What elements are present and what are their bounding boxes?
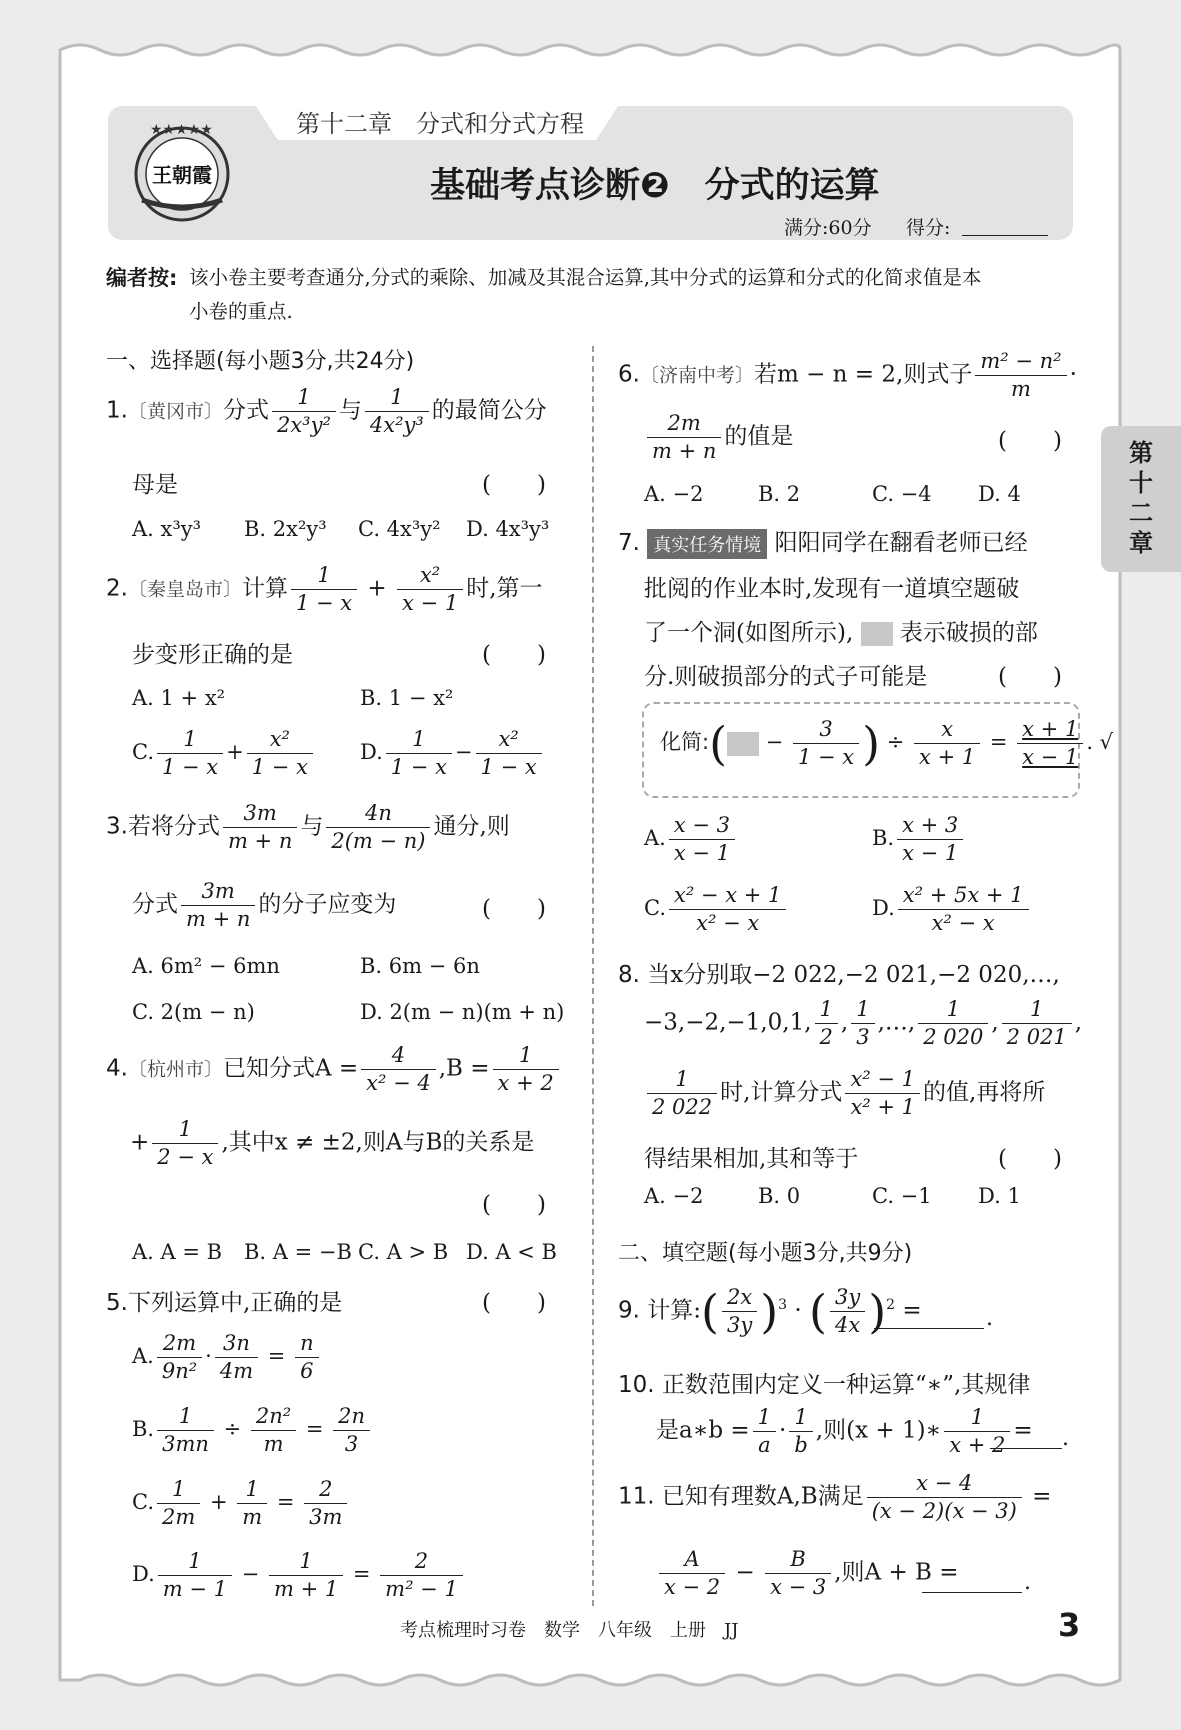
q7-num: 7. (618, 530, 640, 556)
q4-option-c[interactable]: C. A > B (358, 1240, 449, 1264)
logo-text: 王朝霞 (152, 163, 212, 187)
q1-pre: 分式 (222, 397, 269, 424)
q3-option-c[interactable]: C. 2(m − n) (132, 1000, 255, 1024)
q7-line2: 批阅的作业本时,发现有一道填空题破 (644, 576, 1020, 602)
q1-mid: 与 (338, 397, 362, 424)
q8-line3: $\frac{1}{2 022}$ 时,计算分式 $\frac{\text{x² − 1}}{\text{x² + 1}}$ 的值,再将所 (644, 1066, 1045, 1121)
q4-mid: ,B = (438, 1055, 490, 1082)
q8-option-b[interactable]: B. 0 (758, 1184, 801, 1208)
q11-line2: $\frac{A}{x - 2}$ − $\frac{B}{x - 3}$ ,则A + B = (656, 1546, 959, 1601)
q5-option-d[interactable]: D. $\frac{1}{m - 1}$ − $\frac{1}{m + 1}$ = $\frac{2}{\text{m² − 1}}$ (132, 1548, 466, 1603)
question-6: 6.〔济南中考〕若m − n = 2,则式子 $\frac{\text{m² − n²}}{m}$ · (618, 349, 1077, 401)
q8-option-a[interactable]: A. −2 (644, 1184, 704, 1208)
side-tab-char: 第 (1129, 439, 1153, 467)
damaged-square-icon (861, 622, 893, 646)
question-10: 10. 正数范围内定义一种运算“∗”,其规律 (618, 1372, 1031, 1398)
q6-pre: 若m − n = 2,则式子 (753, 361, 973, 388)
q4-option-d[interactable]: D. A < B (466, 1240, 557, 1264)
q2-post: 时,第一 (466, 575, 543, 602)
footer-text: 考点梳理时习卷 数学 八年级 上册 JJ (400, 1620, 739, 1641)
q7-figure-expression: 化简:( − $\frac{3}{1 - x}$ ) ÷ $\frac{x}{x + 1}$ = $\frac{x + 1}{x - 1}$ . √ (660, 716, 1114, 771)
score-label: 得分: (906, 217, 951, 239)
question-1 (106, 384, 547, 439)
section2-title: 二、填空题(每小题3分,共9分) (618, 1241, 913, 1266)
q4-option-b[interactable]: B. A = −B (244, 1240, 352, 1264)
q3-frac1: $\frac{3m}{m + n}$ (223, 800, 297, 855)
q10-answer-blank[interactable] (990, 1426, 1062, 1449)
q3-mid: 与 (300, 813, 324, 840)
chapter-side-tab (1101, 426, 1181, 572)
q6-option-a[interactable]: A. −2 (644, 482, 704, 506)
q3-option-b[interactable]: B. 6m − 6n (360, 954, 480, 978)
q5-num: 5. (106, 1290, 128, 1316)
q5-option-c[interactable]: C. $\frac{1}{2m}$ + $\frac{1}{m}$ = $\frac{2}{3m}$ (132, 1476, 350, 1531)
q7-tag: 真实任务情境 (647, 529, 767, 559)
q3-line2: 分式 $\frac{3m}{m + n}$ 的分子应变为 (132, 879, 397, 931)
svg-text:★★★★★: ★★★★★ (150, 122, 213, 138)
q2-pre: 计算 (241, 575, 288, 602)
q1-num: 1. (106, 397, 128, 424)
q7-line1: 阳阳同学在翻看老师已经 (774, 530, 1028, 556)
q5-text: 下列运算中,正确的是 (127, 1290, 343, 1316)
q2-option-d[interactable]: D. $\frac{1}{1 - x}$ − $\frac{\text{x²}}{1 - x}$ (360, 726, 545, 781)
q6-frac1: $\frac{\text{m² − n²}}{m}$ (975, 348, 1066, 403)
q1-source: 〔黄冈市〕 (127, 400, 223, 423)
question-11: 11. 已知有理数A,B满足 $\frac{x - 4}{(x - 2)(x - 3)}$ = (618, 1471, 1052, 1523)
q6-option-b[interactable]: B. 2 (758, 482, 801, 506)
q5-option-b[interactable]: B. $\frac{1}{3mn}$ ÷ $\frac{\text{2n²}}{m}$ = $\frac{2n}{3}$ (132, 1403, 373, 1458)
q1-post: 的最简公分 (431, 397, 547, 424)
q5-option-a[interactable]: A. $\frac{2m}{\text{9n²}}$ · $\frac{3n}{4m}$ = $\frac{n}{6}$ (132, 1330, 322, 1385)
section1-title: 一、选择题(每小题3分,共24分) (106, 349, 415, 374)
question-5 (106, 1284, 342, 1317)
q5-answer-paren[interactable]: ( ) (482, 1290, 546, 1316)
q1-answer-paren[interactable]: ( ) (482, 472, 546, 498)
q3-num: 3. (106, 813, 128, 840)
question-3 (106, 800, 510, 855)
q2-frac2: $\frac{\text{x²}}{x - 1}$ (397, 562, 463, 617)
q8-line2: −3,−2,−1,0,1, $\frac{1}{2}$ , $\frac{1}{3}$ ,…, $\frac{1}{2 020}$ , $\frac{1}{2 021}$ , (644, 997, 1083, 1049)
score-blank[interactable] (962, 213, 1048, 236)
q1-option-c[interactable]: C. 4x³y² (358, 517, 441, 541)
q2-answer-paren[interactable]: ( ) (482, 642, 546, 668)
editor-note-label: 编者按: (106, 266, 178, 290)
check-mark-icon: √ (1099, 730, 1114, 754)
side-tab-char: 章 (1129, 529, 1153, 557)
q7-line3: 了一个洞(如图所示), 表示破损的部 (644, 620, 1038, 646)
page-title: 基础考点诊断❷ 分式的运算 (430, 166, 880, 206)
q11-answer-blank[interactable] (922, 1570, 1022, 1593)
q2-source: 〔秦皇岛市〕 (127, 578, 242, 601)
side-tab-char: 十 (1129, 469, 1153, 497)
q6-line2: $\frac{2m}{m + n}$ 的值是 (644, 410, 793, 465)
q4-source: 〔杭州市〕 (127, 1058, 223, 1081)
q2-option-b[interactable]: B. 1 − x² (360, 686, 454, 710)
q6-num: 6. (618, 361, 640, 388)
q8-line4: 得结果相加,其和等于 (644, 1146, 859, 1172)
q4-num: 4. (106, 1055, 128, 1082)
q6-option-d[interactable]: D. 4 (978, 482, 1021, 506)
q8-line1: 当x分别取−2 022,−2 021,−2 020,…, (647, 962, 1060, 988)
q10-line2: 是a∗b = $\frac{1}{a}$ · $\frac{1}{b}$ ,则(x + 1)∗ $\frac{1}{x + 2}$ = (656, 1405, 1033, 1457)
q7-option-d[interactable]: D. $\frac{\text{x² + 5x + 1}}{\text{x² − x}}$ (872, 882, 1032, 937)
q4-pre: 已知分式A = (222, 1055, 359, 1082)
q3-option-d[interactable]: D. 2(m − n)(m + n) (360, 1000, 565, 1024)
q2-line2: 步变形正确的是 (132, 642, 293, 668)
q8-answer-paren[interactable]: ( ) (998, 1146, 1062, 1172)
damaged-part-icon (727, 732, 759, 756)
q1-option-a[interactable]: A. x³y³ (132, 517, 202, 541)
q8-option-d[interactable]: D. 1 (978, 1184, 1021, 1208)
q7-option-b[interactable]: B. $\frac{x + 3}{x - 1}$ (872, 812, 966, 867)
q8-option-c[interactable]: C. −1 (872, 1184, 932, 1208)
q1-option-d[interactable]: D. 4x³y³ (466, 517, 550, 541)
q6-source: 〔济南中考〕 (639, 364, 754, 387)
q10-period: . (1062, 1426, 1069, 1451)
q2-option-c[interactable]: C. $\frac{1}{1 - x}$ + $\frac{\text{x²}}{1 - x}$ (132, 726, 316, 781)
q1-line2: 母是 (132, 472, 178, 498)
q4-option-a[interactable]: A. A = B (132, 1240, 223, 1264)
q2-num: 2. (106, 575, 128, 602)
q6-answer-paren[interactable]: ( ) (998, 428, 1062, 454)
side-tab-char: 二 (1129, 499, 1153, 527)
q1-frac2: $\frac{1}{\text{4x²y³}}$ (365, 384, 429, 439)
q3-option-a[interactable]: A. 6m² − 6mn (132, 954, 280, 978)
q4-answer-paren[interactable]: ( ) (482, 1192, 546, 1218)
question-7 (618, 524, 1028, 559)
q6-option-c[interactable]: C. −4 (872, 482, 932, 506)
q3-frac2: $\frac{4n}{2(m - n)}$ (326, 800, 430, 855)
chapter-title: 第十二章 分式和分式方程 (296, 110, 584, 138)
page-number: 3 (1058, 1606, 1081, 1644)
question-9: 9. 计算:( $\frac{2x}{3y}$ )$^3$ · ( $\frac{3y}{4x}$ )$^2$ = (618, 1284, 922, 1339)
q3-post: 通分,则 (433, 813, 510, 840)
q3-answer-paren[interactable]: ( ) (482, 896, 546, 922)
editor-note-line1: 该小卷主要考查通分,分式的乘除、加减及其混合运算,其中分式的运算和分式的化简求值是本 (189, 266, 982, 289)
full-score: 满分:60分 (784, 217, 872, 239)
q4-frac1: $\frac{4}{\text{x² − 4}}$ (361, 1042, 436, 1097)
editor-note-line2: 小卷的重点. (189, 300, 293, 323)
question-4 (106, 1042, 562, 1097)
q9-answer-blank[interactable] (874, 1306, 984, 1329)
q4-frac2: $\frac{1}{x + 2}$ (493, 1042, 559, 1097)
q2-option-a[interactable]: A. 1 + x² (132, 686, 226, 710)
question-2: 2.〔秦皇岛市〕计算 $\frac{1}{1 - x}$ + $\frac{\text{x²}}{x - 1}$ 时,第一 (106, 563, 543, 615)
q7-option-a[interactable]: A. $\frac{x - 3}{x - 1}$ (644, 812, 738, 867)
q3-pre: 若将分式 (127, 813, 220, 840)
q7-line4: 分.则破损部分的式子可能是 (644, 664, 928, 690)
q1-option-b[interactable]: B. 2x²y³ (244, 517, 327, 541)
question-8 (618, 956, 1060, 989)
q7-answer-paren[interactable]: ( ) (998, 664, 1062, 690)
q11-period: . (1024, 1570, 1031, 1595)
q7-option-c[interactable]: C. $\frac{\text{x² − x + 1}}{\text{x² − x}}$ (644, 882, 789, 937)
column-divider (592, 346, 594, 1606)
q9-period: . (986, 1306, 993, 1331)
q4-line2: + $\frac{1}{2 - x}$ ,其中x ≠ ±2,则A与B的关系是 (130, 1117, 535, 1169)
q2-frac1: $\frac{1}{1 - x}$ (291, 562, 357, 617)
q8-num: 8. (618, 962, 640, 988)
publisher-logo (128, 118, 236, 226)
q1-frac1: $\frac{1}{\text{2x³y²}}$ (272, 384, 336, 439)
